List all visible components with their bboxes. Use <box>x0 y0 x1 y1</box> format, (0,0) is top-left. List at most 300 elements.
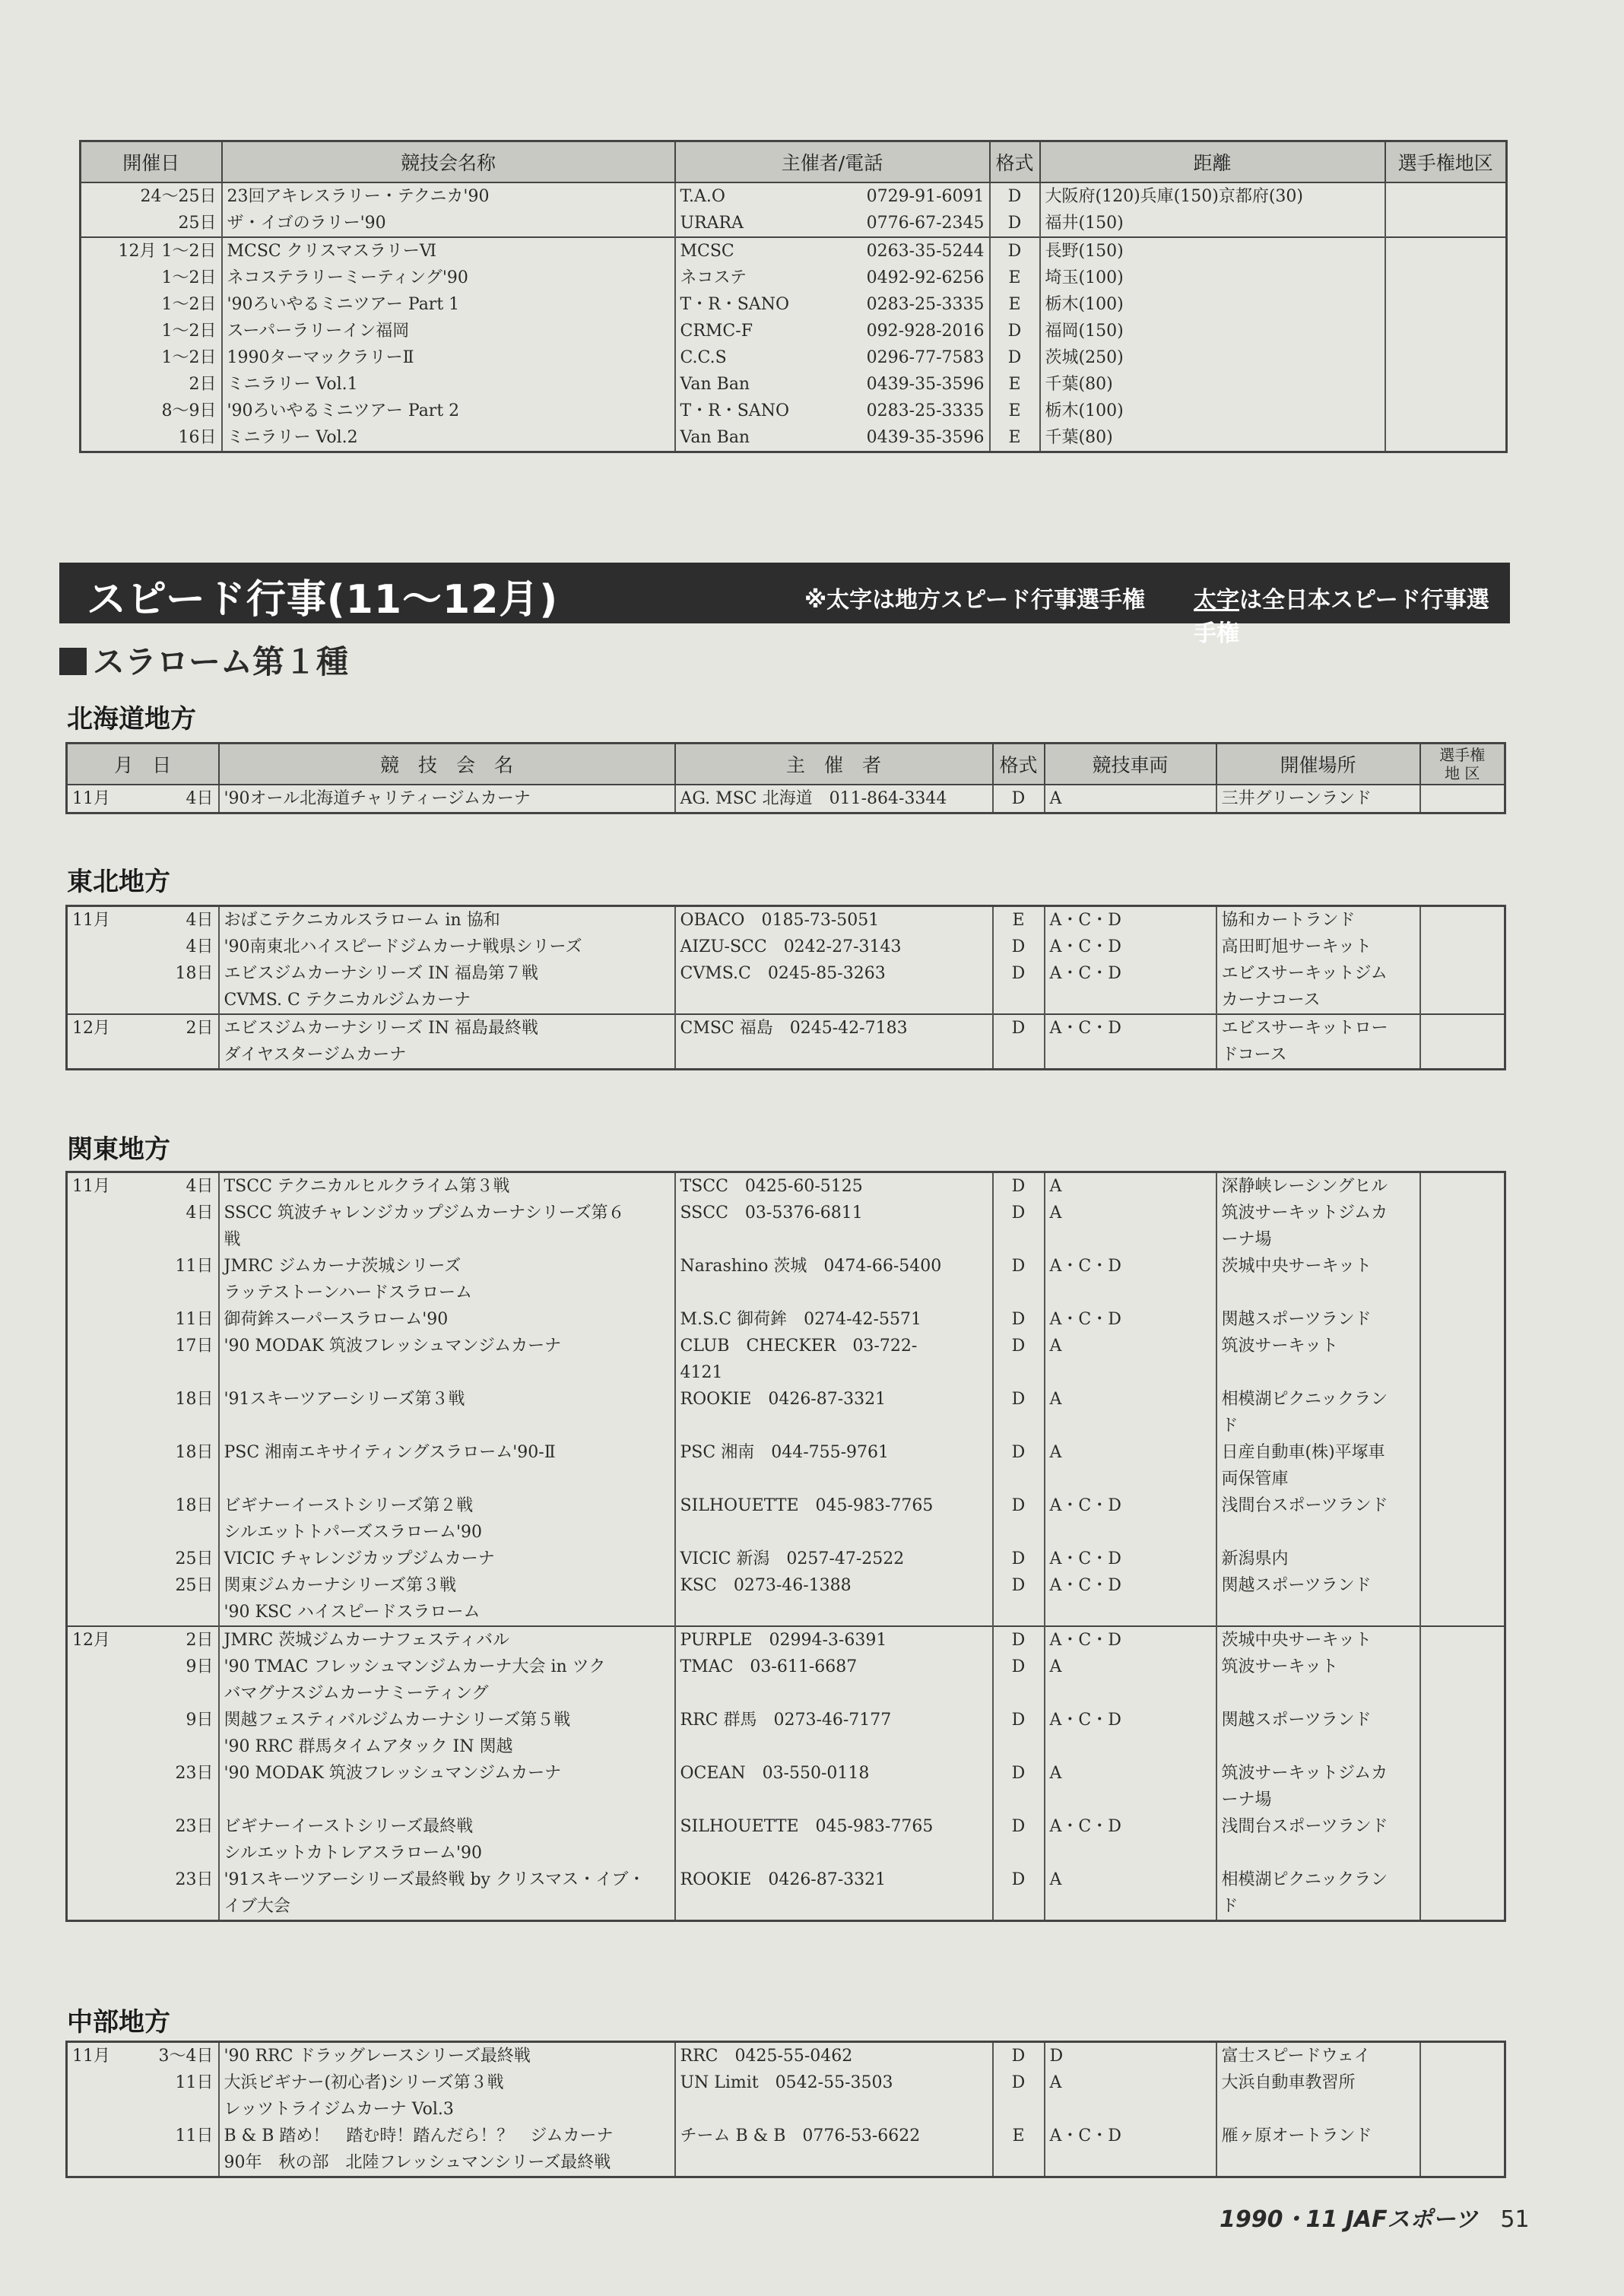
date-cell <box>67 2123 219 2177</box>
venue-cell <box>1216 906 1420 934</box>
month-day <box>72 2123 214 2149</box>
month-day <box>72 1572 214 1599</box>
organizer-name: ネコステ <box>680 268 747 287</box>
vehicle-cell: A <box>1045 1439 1216 1492</box>
format-cell: E <box>990 371 1040 398</box>
event-name-cell <box>219 1760 675 1813</box>
championship-area-cell <box>1420 2123 1505 2177</box>
organizer-cell <box>675 1760 993 1813</box>
vehicle-cell: A・C・D <box>1045 1626 1216 1654</box>
format-cell: D <box>990 344 1040 371</box>
table-row <box>67 906 1505 934</box>
day: 11日 <box>175 2073 214 2092</box>
day: 11日 <box>175 2126 214 2145</box>
event-name-cell <box>219 1546 675 1572</box>
organizer-line: OBACO 0185-73-5051 <box>680 911 880 930</box>
date-cell <box>67 1492 219 1546</box>
organizer-cell <box>675 1306 993 1333</box>
month-day <box>72 2043 214 2069</box>
event-name-line: '90 MODAK 筑波フレッシュマンジムカーナ <box>224 1337 562 1356</box>
organizer-cell <box>675 182 990 210</box>
format-cell: E <box>990 291 1040 318</box>
venue-cell <box>1216 1439 1420 1492</box>
venue-cell <box>1216 1572 1420 1626</box>
vehicle-cell: A・C・D <box>1045 1572 1216 1626</box>
day: 11日 <box>175 1257 214 1276</box>
championship-area-cell <box>1420 1333 1505 1386</box>
month-day <box>72 1306 214 1333</box>
organizer-cell <box>675 371 990 398</box>
event-name-cell <box>219 2123 675 2177</box>
header-cell: 主催者/電話 <box>675 141 990 183</box>
event-name-cell <box>219 1439 675 1492</box>
area-cell <box>1385 182 1507 210</box>
championship-area-cell <box>1420 1253 1505 1306</box>
header-cell: 距離 <box>1040 141 1385 183</box>
area-cell <box>1385 424 1507 452</box>
venue-line: エビスサーキットロー <box>1221 1019 1388 1038</box>
organizer-line: RRC 0425-55-0462 <box>680 2047 853 2066</box>
championship-area-cell <box>1420 1492 1505 1546</box>
day: 23日 <box>175 1817 214 1836</box>
organizer-name: MCSC <box>680 242 734 261</box>
region-title: 中部地方 <box>67 2007 170 2038</box>
day: 11日 <box>175 1310 214 1329</box>
venue-cell <box>1216 1546 1420 1572</box>
format-cell: D <box>993 1014 1045 1070</box>
organizer-cell <box>675 785 993 813</box>
square-bullet-icon <box>59 648 87 675</box>
format-cell: D <box>993 960 1045 1014</box>
date-cell <box>67 1253 219 1306</box>
date-cell: 25日 <box>178 214 217 233</box>
format-cell: D <box>993 1306 1045 1333</box>
organizer-line: CMSC 福島 0245-42-7183 <box>680 1019 908 1038</box>
organizer-cell <box>675 318 990 344</box>
header-cell: 競技会名称 <box>222 141 675 183</box>
distance-cell: 大阪府(120)兵庫(150)京都府(30) <box>1040 182 1385 210</box>
organizer-tel: 0776-67-2345 <box>866 214 985 233</box>
table-row <box>67 1492 1505 1546</box>
venue-line: 筑波サーキットジムカ <box>1221 1764 1388 1783</box>
venue-cell <box>1216 785 1420 813</box>
organizer-cell <box>675 934 993 960</box>
organizer-cell <box>675 1572 993 1626</box>
championship-area-cell <box>1420 1306 1505 1333</box>
venue-line: 筑波サーキット <box>1221 1657 1339 1676</box>
date-cell: 24〜25日 <box>140 187 217 206</box>
vehicle-cell: A・C・D <box>1045 1492 1216 1546</box>
event-name-cell: '90ろいやるミニツアー Part 1 <box>222 291 675 318</box>
date-cell <box>67 1546 219 1572</box>
header-cell: 格式 <box>993 744 1045 785</box>
page-footer <box>1220 2200 1530 2234</box>
format-cell: D <box>993 1760 1045 1813</box>
month-day <box>72 1492 214 1519</box>
table-row <box>81 371 1507 398</box>
format-cell: D <box>993 1546 1045 1572</box>
event-name-line: PSC 湘南エキサイティングスラローム'90-Ⅱ <box>224 1443 556 1462</box>
venue-line: 相模湖ピクニックラン <box>1221 1390 1388 1409</box>
organizer-phone <box>680 183 985 210</box>
area-cell <box>1385 398 1507 424</box>
header-cell: 主 催 者 <box>675 744 993 785</box>
organizer-tel: 0439-35-3596 <box>866 428 985 447</box>
organizer-tel: 0263-35-5244 <box>866 242 985 261</box>
date-cell: 1〜2日 <box>161 348 217 367</box>
table-row <box>67 1866 1505 1921</box>
vehicle-cell: A <box>1045 1333 1216 1386</box>
venue-line: ド <box>1221 1416 1239 1435</box>
venue-line: 富士スピードウェイ <box>1221 2047 1371 2066</box>
event-name-cell: 1990ターマックラリーⅡ <box>222 344 675 371</box>
championship-area-cell <box>1420 1386 1505 1439</box>
table-row <box>67 2042 1505 2070</box>
event-name-line: JMRC 茨城ジムカーナフェスティバル <box>224 1631 510 1650</box>
day: 18日 <box>175 1390 214 1409</box>
organizer-line: ROOKIE 0426-87-3321 <box>680 1390 887 1409</box>
organizer-line: RRC 群馬 0273-46-7177 <box>680 1711 892 1730</box>
format-cell: E <box>993 2123 1045 2177</box>
event-name-cell: ミニラリー Vol.2 <box>222 424 675 452</box>
format-cell: D <box>993 1866 1045 1921</box>
event-name-cell <box>219 1492 675 1546</box>
date-cell: 16日 <box>178 428 217 447</box>
organizer-line: PURPLE 02994-3-6391 <box>680 1631 887 1650</box>
format-cell: D <box>990 182 1040 210</box>
table-row <box>81 318 1507 344</box>
date-cell <box>67 1707 219 1760</box>
championship-area-cell <box>1420 1546 1505 1572</box>
organizer-line: SSCC 03-5376-6811 <box>680 1203 863 1223</box>
month-day <box>72 1200 214 1226</box>
organizer-line: M.S.C 御荷鉾 0274-42-5571 <box>680 1310 921 1329</box>
organizer-cell <box>675 291 990 318</box>
table-row <box>67 1306 1505 1333</box>
vehicle-cell: A・C・D <box>1045 960 1216 1014</box>
championship-area-cell <box>1420 2042 1505 2070</box>
venue-cell <box>1216 1200 1420 1253</box>
organizer-cell <box>675 1654 993 1707</box>
header-cell <box>1420 744 1505 785</box>
venue-line: ーナ場 <box>1221 1790 1272 1809</box>
table-row <box>67 2069 1505 2123</box>
vehicle-cell: A・C・D <box>1045 1014 1216 1070</box>
event-name-line: '91スキーツアーシリーズ第３戦 <box>224 1390 465 1409</box>
day: 18日 <box>175 1443 214 1462</box>
venue-line: 高田町旭サーキット <box>1221 937 1372 956</box>
organizer-phone <box>680 291 985 318</box>
date-cell <box>67 1866 219 1921</box>
championship-area-cell <box>1420 934 1505 960</box>
month-day <box>72 934 214 960</box>
date-cell: 1〜2日 <box>161 322 217 341</box>
date-cell <box>67 1014 219 1070</box>
event-name-line: おばこテクニカルスラローム in 協和 <box>224 911 500 930</box>
table-row <box>67 960 1505 1014</box>
date-cell: 1〜2日 <box>161 268 217 287</box>
format-cell: E <box>990 398 1040 424</box>
organizer-cell <box>675 1492 993 1546</box>
organizer-cell <box>675 398 990 424</box>
table-row <box>81 182 1507 210</box>
day: 17日 <box>175 1337 214 1356</box>
vehicle-cell: A <box>1045 2069 1216 2123</box>
table-row <box>67 1626 1505 1654</box>
event-name-cell <box>219 1200 675 1253</box>
distance-cell: 長野(150) <box>1040 237 1385 265</box>
event-name-cell <box>219 1014 675 1070</box>
venue-line: 浅間台スポーツランド <box>1221 1817 1388 1836</box>
month-day <box>72 1866 214 1893</box>
date-cell <box>67 960 219 1014</box>
table-row <box>67 1333 1505 1386</box>
championship-area-cell <box>1420 1866 1505 1921</box>
table-row <box>81 291 1507 318</box>
event-name-line: ダイヤスタージムカーナ <box>224 1045 407 1064</box>
venue-line: 深静峡レーシングヒル <box>1221 1177 1388 1196</box>
date-cell: 1〜2日 <box>161 295 217 314</box>
format-cell: D <box>993 1333 1045 1386</box>
championship-area-cell <box>1420 1200 1505 1253</box>
day: 2日 <box>186 1631 214 1650</box>
month-day <box>72 2069 214 2096</box>
event-name-line: VICIC チャレンジカップジムカーナ <box>224 1549 495 1568</box>
organizer-phone <box>680 265 985 291</box>
organizer-name: Van Ban <box>680 375 750 394</box>
organizer-cell <box>675 1626 993 1654</box>
organizer-phone <box>680 210 985 236</box>
venue-cell <box>1216 1172 1420 1200</box>
format-cell: E <box>990 265 1040 291</box>
venue-line: 両保管庫 <box>1221 1470 1289 1489</box>
month: 11月 <box>72 2047 110 2066</box>
format-cell: D <box>993 1253 1045 1306</box>
region-table-body <box>67 1172 1505 1921</box>
vehicle-cell: A <box>1045 1386 1216 1439</box>
venue-cell <box>1216 2042 1420 2070</box>
area-cell <box>1385 318 1507 344</box>
championship-area-cell <box>1420 1439 1505 1492</box>
organizer-cell <box>675 1546 993 1572</box>
organizer-tel: 0439-35-3596 <box>866 375 985 394</box>
venue-line: カーナコース <box>1221 991 1321 1010</box>
table-row <box>81 237 1507 265</box>
table-row <box>67 1707 1505 1760</box>
month-day <box>72 1813 214 1840</box>
organizer-cell <box>675 1253 993 1306</box>
venue-line: 関越スポーツランド <box>1221 1310 1372 1329</box>
event-name-cell <box>219 1333 675 1386</box>
day: 23日 <box>175 1870 214 1889</box>
event-name-line: 関越フェスティバルジムカーナシリーズ第５戦 <box>224 1711 571 1730</box>
venue-line: ーナ場 <box>1221 1230 1272 1249</box>
format-cell: D <box>993 1492 1045 1546</box>
format-cell: D <box>993 1572 1045 1626</box>
header-cell: 開催場所 <box>1216 744 1420 785</box>
venue-line: 茨城中央サーキット <box>1221 1631 1372 1650</box>
date-cell: 8〜9日 <box>161 401 217 420</box>
event-name-cell <box>219 1707 675 1760</box>
format-cell: D <box>993 2069 1045 2123</box>
table-row <box>67 1014 1505 1070</box>
organizer-line: TSCC 0425-60-5125 <box>680 1177 863 1196</box>
organizer-line: VICIC 新潟 0257-47-2522 <box>680 1549 905 1568</box>
organizer-tel: 092-928-2016 <box>866 322 985 341</box>
month-day <box>72 1546 214 1572</box>
event-name-line: エビスジムカーナシリーズ IN 福島最終戦 <box>224 1019 539 1038</box>
event-name-line: B & B 踏め！ 踏む時！踏んだら！？ ジムカーナ <box>224 2126 614 2145</box>
venue-line: ドコース <box>1221 1045 1287 1064</box>
event-name-line: 関東ジムカーナシリーズ第３戦 <box>224 1576 457 1595</box>
month: 12月 <box>72 1631 110 1650</box>
organizer-line: PSC 湘南 044-755-9761 <box>680 1443 890 1462</box>
organizer-cell <box>675 2069 993 2123</box>
format-cell: E <box>990 424 1040 452</box>
region-table <box>65 2041 1506 2178</box>
organizer-name: T・R・SANO <box>680 401 789 420</box>
venue-line: 関越スポーツランド <box>1221 1576 1372 1595</box>
date-cell <box>67 1654 219 1707</box>
organizer-line: CVMS.C 0245-85-3263 <box>680 964 886 983</box>
venue-line: 茨城中央サーキット <box>1221 1257 1372 1276</box>
organizer-line: Narashino 茨城 0474-66-5400 <box>680 1257 942 1276</box>
table-row <box>81 398 1507 424</box>
organizer-line: ROOKIE 0426-87-3321 <box>680 1870 887 1889</box>
top-table-header <box>81 141 1507 183</box>
organizer-cell <box>675 906 993 934</box>
month-day <box>72 1015 214 1042</box>
day: 4日 <box>186 937 214 956</box>
month: 12月 <box>72 1019 110 1038</box>
table-row <box>67 1760 1505 1813</box>
vehicle-cell: A・C・D <box>1045 1253 1216 1306</box>
organizer-line: TMAC 03-611-6687 <box>680 1657 858 1676</box>
format-cell: D <box>990 318 1040 344</box>
organizer-phone <box>680 398 985 424</box>
organizer-phone <box>680 371 985 398</box>
venue-cell <box>1216 1386 1420 1439</box>
organizer-cell <box>675 1333 993 1386</box>
vehicle-cell: A <box>1045 1654 1216 1707</box>
day: 4日 <box>186 911 214 930</box>
date-cell <box>67 906 219 934</box>
organizer-cell <box>675 1172 993 1200</box>
venue-cell <box>1216 934 1420 960</box>
event-name-line: エビスジムカーナシリーズ IN 福島第７戦 <box>224 964 539 983</box>
organizer-line: OCEAN 03-550-0118 <box>680 1764 870 1783</box>
date-cell <box>67 1306 219 1333</box>
event-name-line: JMRC ジムカーナ茨城シリーズ <box>224 1257 462 1276</box>
event-name-line: CVMS. C テクニカルジムカーナ <box>224 991 471 1010</box>
table-row <box>67 1654 1505 1707</box>
table-row <box>67 1253 1505 1306</box>
championship-area-cell <box>1420 1654 1505 1707</box>
date-cell <box>67 934 219 960</box>
format-cell: D <box>993 1626 1045 1654</box>
date-cell: 12月 1〜2日 <box>81 237 222 265</box>
venue-line: エビスサーキットジム <box>1221 964 1388 983</box>
format-cell: E <box>993 906 1045 934</box>
date-cell <box>67 1386 219 1439</box>
date-cell <box>67 1760 219 1813</box>
header-cell: 開催日 <box>81 141 222 183</box>
event-name-cell: スーパーラリーイン福岡 <box>222 318 675 344</box>
day: 25日 <box>175 1576 214 1595</box>
speed-events-banner <box>59 563 1510 647</box>
organizer-cell <box>675 344 990 371</box>
region-title: 東北地方 <box>67 867 170 897</box>
organizer-cell <box>675 424 990 452</box>
event-name-cell <box>219 960 675 1014</box>
table-row <box>81 265 1507 291</box>
event-name-cell <box>219 2042 675 2070</box>
vehicle-cell: A <box>1045 1172 1216 1200</box>
venue-cell <box>1216 1626 1420 1654</box>
venue-cell <box>1216 1014 1420 1070</box>
format-cell: D <box>993 1386 1045 1439</box>
event-name-line: '90南東北ハイスピードジムカーナ戦県シリーズ <box>224 937 582 956</box>
date-cell <box>67 2069 219 2123</box>
month-day <box>72 1253 214 1280</box>
header-cell: 競 技 会 名 <box>219 744 675 785</box>
championship-area-cell <box>1420 1707 1505 1760</box>
distance-cell: 茨城(250) <box>1040 344 1385 371</box>
table-row <box>67 1572 1505 1626</box>
header-cell: 月 日 <box>67 744 219 785</box>
organizer-line: チーム B & B 0776-53-6622 <box>680 2126 921 2145</box>
event-name-cell: ミニラリー Vol.1 <box>222 371 675 398</box>
venue-line: ド <box>1221 1897 1239 1916</box>
vehicle-cell: D <box>1045 2042 1216 2070</box>
event-name-cell <box>219 1386 675 1439</box>
day: 18日 <box>175 964 214 983</box>
table-row <box>67 2123 1505 2177</box>
vehicle-cell: A・C・D <box>1045 906 1216 934</box>
month-day <box>72 1627 214 1654</box>
format-cell: D <box>990 210 1040 237</box>
banner-note-national: 太字は全日本スピード行事選手権 <box>1194 587 1489 647</box>
month-day <box>72 1333 214 1359</box>
event-name-cell <box>219 2069 675 2123</box>
day: 4日 <box>186 789 214 808</box>
event-name-cell <box>219 1306 675 1333</box>
date-cell <box>67 1572 219 1626</box>
event-name-cell <box>219 1626 675 1654</box>
organizer-phone <box>680 344 985 371</box>
date-cell <box>67 1200 219 1253</box>
month: 11月 <box>72 789 110 808</box>
header-line: 選手権 <box>1439 746 1486 764</box>
organizer-cell <box>675 1439 993 1492</box>
format-cell: D <box>993 1200 1045 1253</box>
day: 23日 <box>175 1764 214 1783</box>
event-name-line: '90 RRC ドラッグレースシリーズ最終戦 <box>224 2047 531 2066</box>
event-name-cell <box>219 1253 675 1306</box>
event-name-cell <box>219 934 675 960</box>
day: 9日 <box>186 1657 214 1676</box>
section-title: スラローム第１種 <box>59 637 348 683</box>
page-number: 51 <box>1500 2206 1530 2233</box>
venue-line: 新潟県内 <box>1221 1549 1289 1568</box>
vehicle-cell: A <box>1045 1866 1216 1921</box>
organizer-cell <box>675 1866 993 1921</box>
event-name-line: '90 RRC 群馬タイムアタック IN 関越 <box>224 1737 513 1756</box>
organizer-line: AIZU-SCC 0242-27-3143 <box>680 937 902 956</box>
event-name-line: '90 TMAC フレッシュマンジムカーナ大会 in ツク <box>224 1657 606 1676</box>
event-name-cell <box>219 1572 675 1626</box>
event-name-line: '90オール北海道チャリティージムカーナ <box>224 789 531 808</box>
